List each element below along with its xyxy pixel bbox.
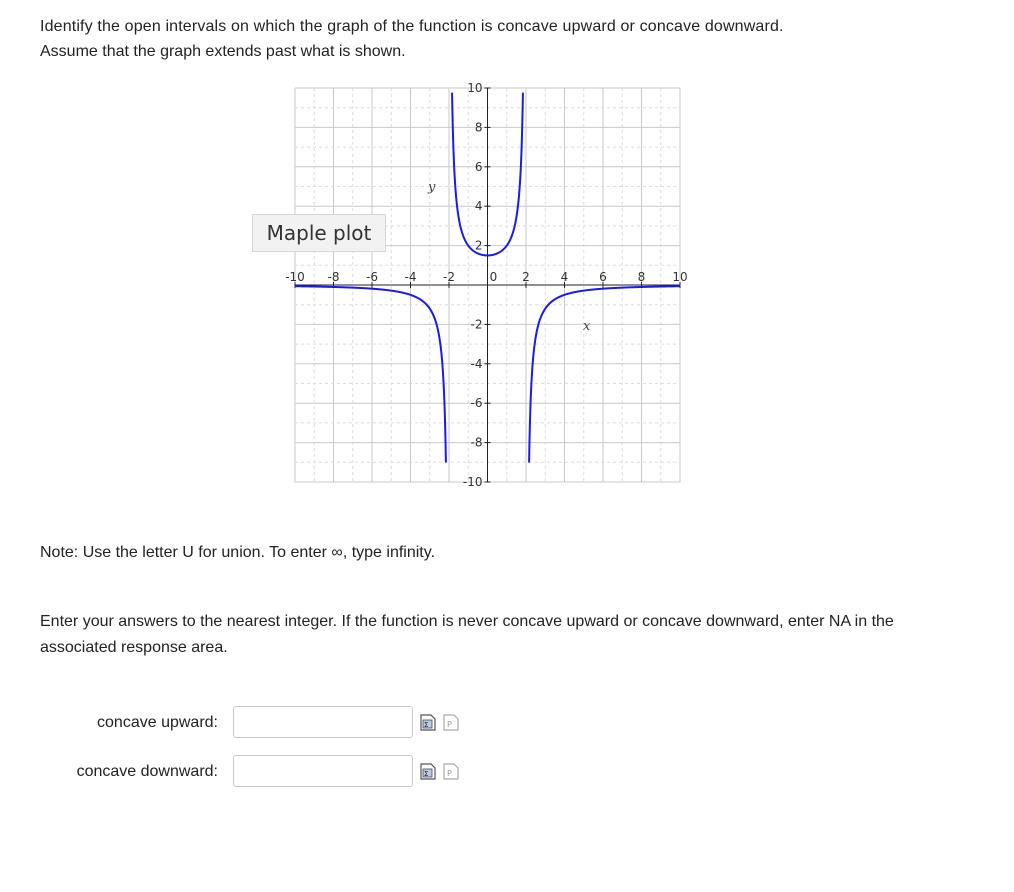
- maple-plot-tooltip: Maple plot: [252, 214, 386, 252]
- y-tick-label: -8: [470, 435, 483, 450]
- y-tick-label: 10: [467, 81, 483, 95]
- concave-downward-input[interactable]: [233, 755, 413, 787]
- x-tick-label: -10: [285, 270, 305, 284]
- function-curve-branch: [529, 286, 680, 462]
- y-tick-label: 8: [474, 120, 483, 135]
- preview-icon[interactable]: [443, 714, 459, 731]
- concave-downward-row: [0, 755, 480, 789]
- y-tick-label: -4: [470, 356, 483, 371]
- concave-upward-row: [0, 706, 480, 740]
- concave-upward-input[interactable]: [233, 706, 413, 738]
- x-tick-label: 8: [637, 270, 646, 284]
- y-tick-label: 6: [474, 159, 483, 174]
- concave-downward-label: concave downward:: [76, 763, 218, 780]
- concave-upward-label: concave upward:: [97, 714, 218, 731]
- x-tick-label: 0: [489, 270, 498, 284]
- x-tick-label: 6: [599, 270, 607, 284]
- y-tick-label: 4: [474, 199, 483, 214]
- question-line-1: Identify the open intervals on which the graph of the function is concave upward or concave downward.: [40, 18, 784, 35]
- y-tick-label: -2: [470, 317, 483, 332]
- plot-axes: [295, 88, 680, 482]
- x-tick-label: 10: [672, 270, 688, 284]
- equation-editor-icon[interactable]: [420, 714, 436, 731]
- note-text: Note: Use the letter U for union. To enter ∞, type infinity.: [40, 544, 436, 561]
- equation-editor-icon[interactable]: [420, 763, 436, 780]
- x-tick-label: 4: [560, 270, 569, 284]
- x-tick-label: -8: [327, 270, 340, 284]
- plot-canvas: [250, 78, 700, 498]
- instructions-text: Enter your answers to the nearest integer. If the function is never concave upward or concave downward, enter NA in the associated response area.: [40, 613, 894, 656]
- maple-plot[interactable]: [250, 78, 700, 498]
- y-tick-label: -6: [470, 396, 483, 411]
- x-tick-label: -4: [404, 270, 417, 284]
- svg-text:P: P: [447, 769, 452, 778]
- y-tick-label: 2: [474, 238, 483, 253]
- x-axis-letter: x: [583, 319, 591, 334]
- x-tick-label: 2: [522, 270, 530, 284]
- y-axis-letter: y: [428, 180, 436, 195]
- x-tick-label: -2: [443, 270, 455, 284]
- question-text: [40, 14, 940, 64]
- svg-text:Σ: Σ: [424, 770, 429, 778]
- svg-text:Σ: Σ: [424, 721, 429, 729]
- preview-icon[interactable]: [443, 763, 459, 780]
- x-tick-label: -6: [366, 270, 378, 284]
- function-curve-branch: [295, 286, 446, 462]
- question-line-2: Assume that the graph extends past what is shown.: [40, 43, 406, 60]
- svg-text:P: P: [447, 720, 452, 729]
- y-tick-label: -10: [462, 475, 483, 489]
